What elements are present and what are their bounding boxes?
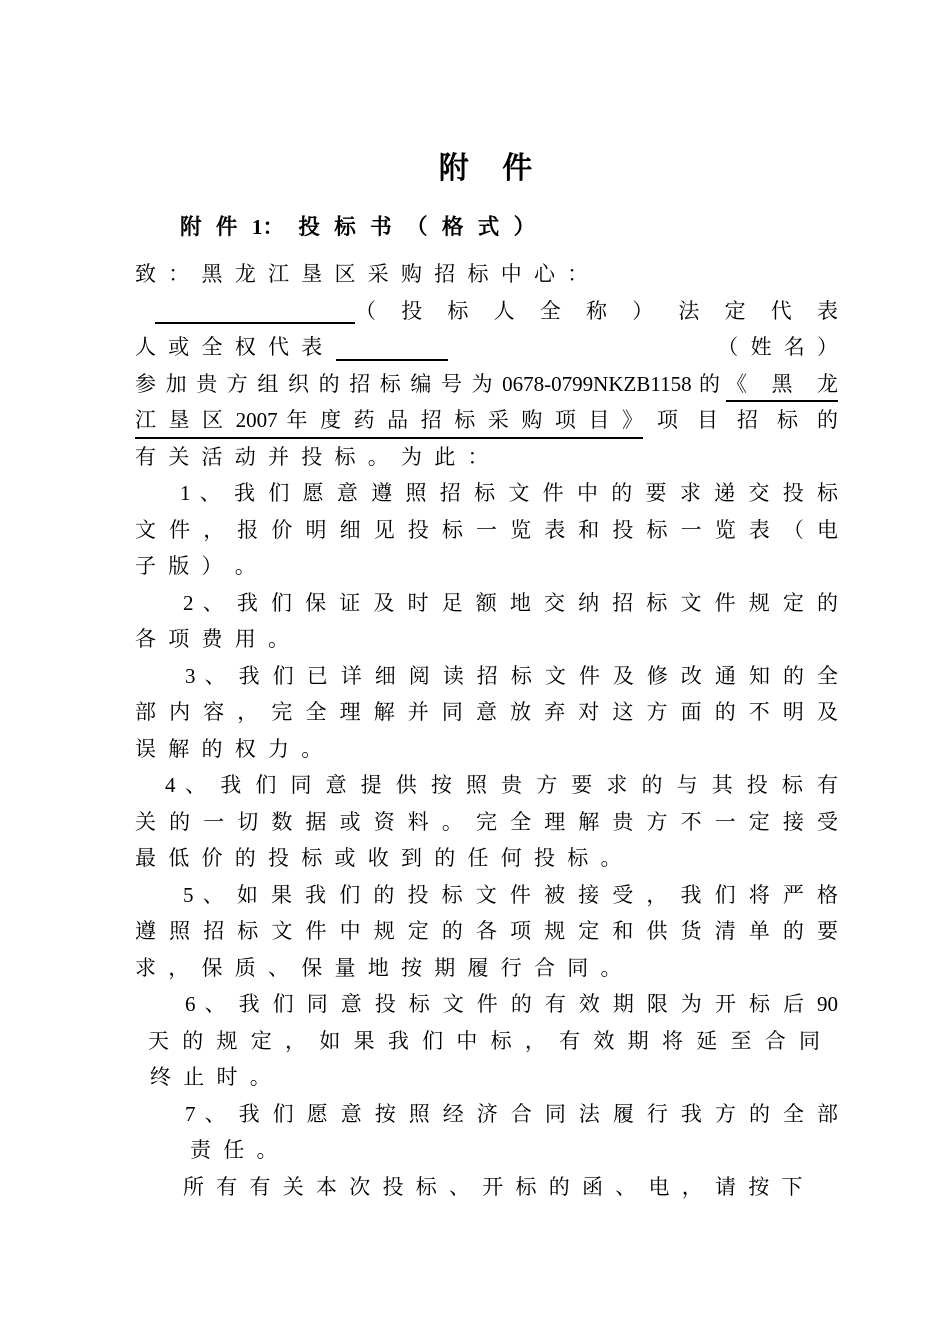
- clause-line: 各 项 费 用 。: [135, 627, 289, 651]
- clause-line-6: 6 、 我 们 同 意 投 标 文 件 的 有 效 期 限 为 开 标 后 90: [185, 992, 838, 1016]
- clause-line: 责 任 。: [190, 1138, 278, 1162]
- project-name-underlined-rest: 江 垦 区 2007 年 度 药 品 招 标 采 购 项 目 》: [135, 402, 643, 439]
- clause-line-1: 1 、 我 们 愿 意 遵 照 招 标 文 件 中 的 要 求 递 交 投 标: [180, 481, 838, 505]
- clause-line-5: 5 、 如 果 我 们 的 投 标 文 件 被 接 受 ， 我 们 将 严 格: [183, 882, 838, 907]
- clause-line: 所 有 有 关 本 次 投 标 、 开 标 的 函 、 电 ， 请 按 下: [183, 1174, 803, 1199]
- name-note: （ 姓 名 ）: [717, 335, 838, 359]
- document-title: 附 件: [438, 152, 535, 185]
- tender-number-line: [135, 366, 838, 403]
- clause-line: 子 版 ） 。: [135, 554, 256, 578]
- clause-line: 关 的 一 切 数 据 或 资 料 。 完 全 理 解 贵 方 不 一 定 接 受: [135, 809, 838, 834]
- clause-line: 终 止 时 。: [150, 1065, 271, 1089]
- tender-number-text: 参 加 贵 方 组 织 的 招 标 编 号 为 0678-0799NKZB1158 的: [135, 371, 720, 396]
- representative-line: [135, 329, 838, 366]
- clause-line: 求 ， 保 质 、 保 量 地 按 期 履 行 合 同 。: [135, 955, 622, 980]
- spacer: [448, 329, 717, 366]
- clause-line-2: 2 、 我 们 保 证 及 时 足 额 地 交 纳 招 标 文 件 规 定 的: [183, 590, 838, 615]
- clause-line-7: 7 、 我 们 愿 意 按 照 经 济 合 同 法 履 行 我 方 的 全 部: [185, 1101, 838, 1126]
- project-name-underlined-start: 《 黑 龙: [726, 366, 838, 403]
- clause-line-3: 3 、 我 们 已 详 细 阅 读 招 标 文 件 及 修 改 通 知 的 全: [185, 663, 838, 688]
- clause-line: 部 内 容 ， 完 全 理 解 并 同 意 放 弃 对 这 方 面 的 不 明 及: [135, 700, 838, 724]
- clause-line-4: 4 、 我 们 同 意 提 供 按 照 贵 方 要 求 的 与 其 投 标 有: [165, 773, 838, 797]
- representative-blank-field: [336, 329, 448, 361]
- project-line-tail: 项 目 招 标 的: [657, 408, 838, 432]
- bidder-name-line: [135, 293, 838, 330]
- attachment-heading: 附 件 1： 投 标 书 （ 格 式 ）: [180, 215, 536, 239]
- clause-line: 误 解 的 权 力 。: [135, 736, 323, 761]
- bidder-name-blank-field: [155, 293, 355, 325]
- clause-line: 文 件 ， 报 价 明 细 见 投 标 一 览 表 和 投 标 一 览 表 （ 电: [135, 517, 838, 542]
- clause-line: 遵 照 招 标 文 件 中 规 定 的 各 项 规 定 和 供 货 清 单 的 要: [135, 919, 838, 943]
- bidder-name-text: （ 投 标 人 全 称 ） 法 定 代 表: [355, 298, 838, 323]
- salutation-line: 致 ： 黑 龙 江 垦 区 采 购 招 标 中 心 ：: [135, 262, 589, 286]
- representative-text: 人 或 全 权 代 表: [135, 335, 323, 359]
- clause-line: 天 的 规 定 ， 如 果 我 们 中 标 ， 有 效 期 将 延 至 合 同: [148, 1028, 820, 1053]
- clause-line: 最 低 价 的 投 标 或 收 到 的 任 何 投 标 。: [135, 846, 622, 870]
- project-name-line: [135, 402, 838, 439]
- intro-close-line: 有 关 活 动 并 投 标 。 为 此 ：: [135, 444, 489, 469]
